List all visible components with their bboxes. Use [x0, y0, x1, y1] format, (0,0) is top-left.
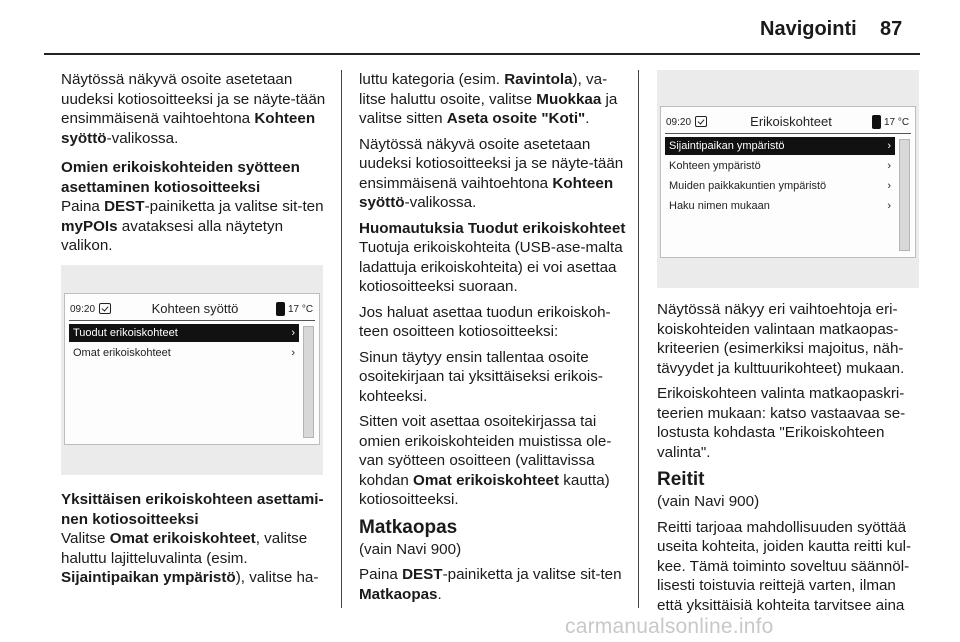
screen-title: Erikoiskohteet	[750, 114, 832, 129]
column-divider	[341, 70, 342, 608]
temperature-icon	[276, 302, 285, 316]
chevron-right-icon: ›	[887, 200, 891, 212]
temperature: 17 °C	[288, 304, 314, 315]
section-heading: Matkaopas	[359, 516, 458, 538]
title-divider	[665, 133, 911, 134]
column-2	[359, 70, 627, 610]
section-note: (vain Navi 900)	[359, 540, 462, 558]
temperature-icon	[872, 115, 881, 129]
column-divider	[638, 70, 639, 608]
screenshot-kohteen-syotto	[61, 265, 323, 475]
list-item[interactable]: Tuodut erikoiskohteet ›	[69, 324, 299, 342]
chevron-right-icon: ›	[887, 140, 891, 152]
list-item[interactable]: Haku nimen mukaan ›	[665, 197, 895, 215]
navigation-icon	[695, 116, 707, 127]
column-1-continued	[61, 490, 329, 594]
chevron-right-icon: ›	[291, 327, 295, 339]
section-heading: Reitit	[657, 469, 705, 490]
chevron-right-icon: ›	[887, 180, 891, 192]
column-1	[61, 70, 329, 262]
paragraph: Jos haluat asettaa tuodun erikoiskoh-teen osoitteen kotiosoitteeksi:	[359, 303, 611, 340]
screenshot-erikoiskohteet	[657, 70, 919, 288]
navigation-icon	[99, 303, 111, 314]
subheading: Huomautuksia Tuodut erikoiskohteet	[359, 219, 626, 237]
paragraph: Valitse Omat erikoiskohteet, valitse haluttu lajitteluvalinta (esim. Sijaintipaikan ympäristö), valitse ha-	[61, 530, 319, 586]
paragraph: Näytössä näkyvä osoite asetetaan uudeksi kotiosoitteeksi ja se näyte-tään ensimmäisenä vaihtoehtona Kohteen syöttö-valikossa.	[61, 71, 326, 147]
scrollbar[interactable]	[899, 139, 910, 251]
paragraph: Sinun täytyy ensin tallentaa osoite osoitekirjaan tai yksittäiseksi erikois-kohteeksi.	[359, 348, 603, 405]
screen-title: Kohteen syöttö	[151, 301, 239, 316]
paragraph: Näytössä näkyvä osoite asetetaan uudeksi kotiosoitteeksi ja se näyte-tään ensimmäisenä vaihtoehtona Kohteen syöttö-valikossa.	[359, 135, 624, 211]
watermark: carmanualsonline.info	[565, 615, 774, 638]
infotainment-screen	[64, 293, 320, 445]
paragraph: Tuotuja erikoiskohteita (USB-ase-malta ladattuja erikoiskohteita) ei voi asettaa kotiosoitteeksi suoraan.	[359, 239, 623, 295]
subheading: Yksittäisen erikoiskohteen asettami-nen kotiosoitteeksi	[61, 491, 324, 528]
paragraph: Reitti tarjoaa mahdollisuuden syöttää useita kohteita, joiden kautta reitti kul-kee. Tämä toiminto soveltuu säännöl-lisesti toistuvia reittejä varten, ilman että yksittäisiä kohteita tarvitsee aina	[657, 518, 912, 614]
paragraph: Näytössä näkyy eri vaihtoehtoja eri-koiskohteiden valintaan matkaopas-kriteerien (esimerkiksi majoitus, näh-tävyydet ja kulttuurikohteet) mukaan.	[657, 301, 905, 377]
clock: 09:20	[666, 117, 692, 128]
list-item[interactable]: Kohteen ympäristö ›	[665, 157, 895, 175]
paragraph: Paina DEST-painiketta ja valitse sit-ten Matkaopas.	[359, 566, 622, 603]
list-item[interactable]: Sijaintipaikan ympäristö ›	[665, 137, 895, 155]
temperature: 17 °C	[884, 117, 910, 128]
list-item[interactable]: Omat erikoiskohteet ›	[69, 344, 299, 362]
chapter-title: Navigointi	[760, 18, 857, 40]
paragraph: Paina DEST-painiketta ja valitse sit-ten myPOIs avataksesi alla näytetyn valikon.	[61, 198, 324, 254]
page-number: 87	[880, 18, 903, 40]
paragraph: luttu kategoria (esim. Ravintola), va-litse haluttu osoite, valitse Muokkaa ja valitse sitten Aseta osoite "Koti".	[359, 71, 618, 127]
title-divider	[69, 320, 315, 321]
header-divider	[44, 53, 920, 55]
list-item[interactable]: Muiden paikkakuntien ympäristö ›	[665, 177, 895, 195]
paragraph: Sitten voit asettaa osoitekirjassa tai omien erikoiskohteiden muistissa ole-van syötteen osoitteen (valittavissa kohdan Omat erikoiskohteet kautta) kotiosoitteeksi.	[359, 413, 612, 508]
subheading: Omien erikoiskohteiden syötteen asettaminen kotiosoitteeksi	[61, 159, 300, 196]
infotainment-screen	[660, 106, 916, 258]
chevron-right-icon: ›	[291, 347, 295, 359]
clock: 09:20	[70, 304, 96, 315]
section-note: (vain Navi 900)	[657, 493, 760, 510]
column-3	[657, 300, 923, 615]
paragraph: Erikoiskohteen valinta matkaopaskri-teerien mukaan: katso vastaavaa se-lostusta kohdasta "Erikoiskohteen valinta".	[657, 385, 906, 461]
page-header	[0, 0, 960, 60]
scrollbar[interactable]	[303, 326, 314, 438]
chevron-right-icon: ›	[887, 160, 891, 172]
